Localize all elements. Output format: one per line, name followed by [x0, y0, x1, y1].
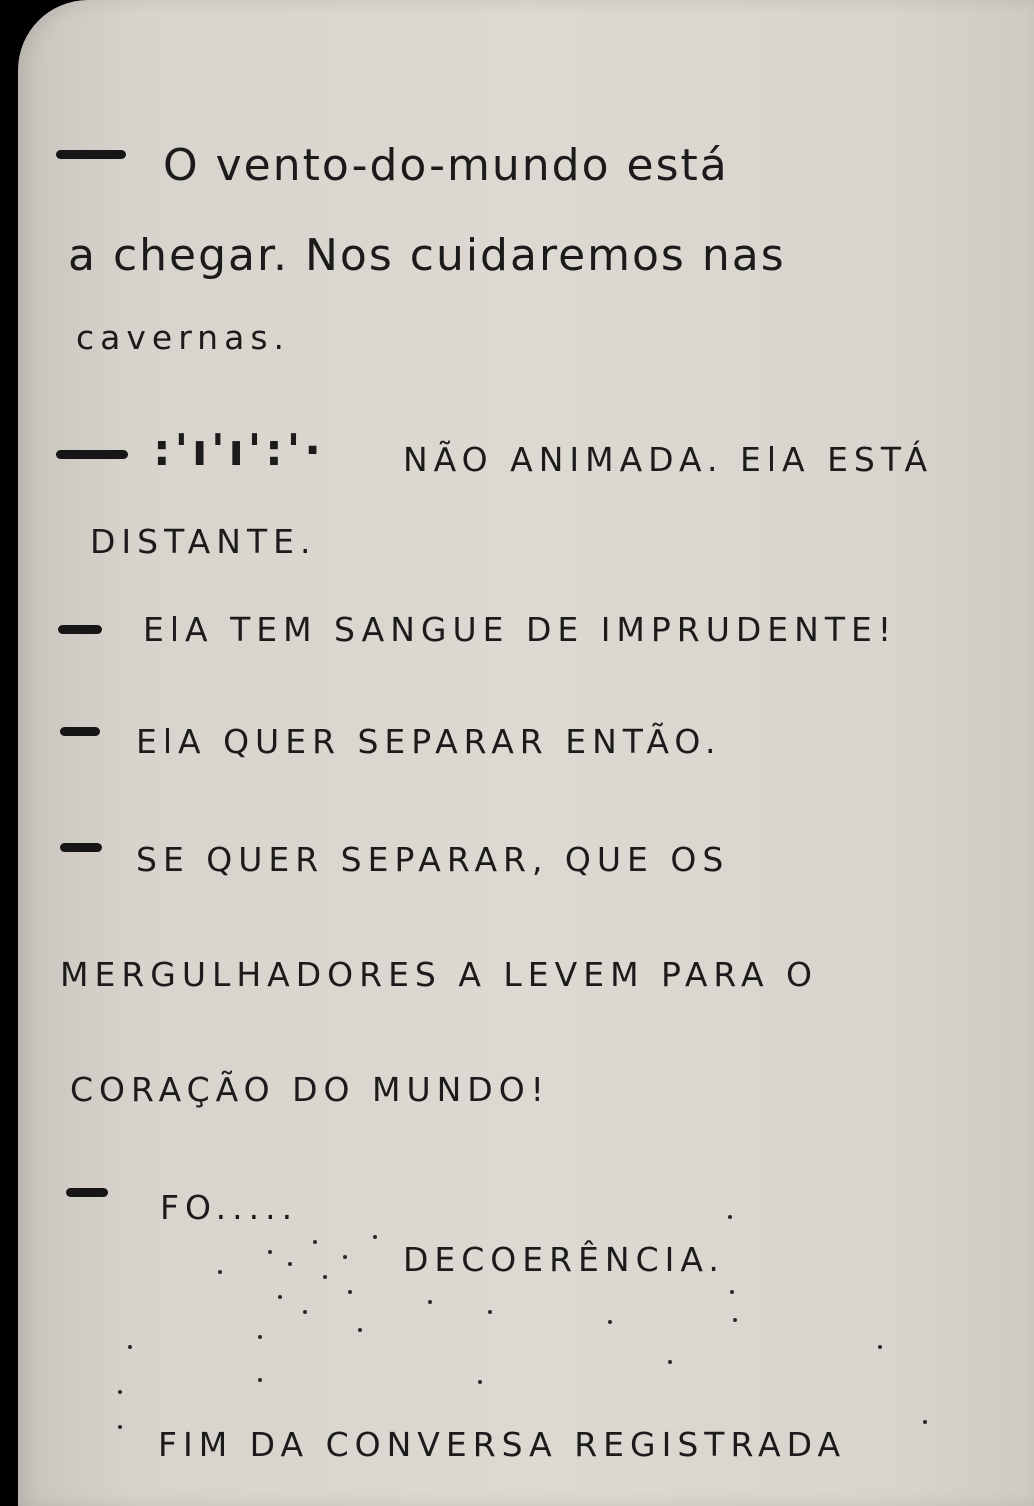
scatter-dot [118, 1390, 122, 1394]
dialogue-line-2b: DISTANTE. [90, 522, 317, 561]
dialogue-line-5a: SE QUER SEPARAR, QUE OS [136, 840, 730, 879]
scatter-dot [303, 1310, 307, 1314]
scatter-dot [358, 1328, 362, 1332]
dialogue-line-6b: DECOERÊNCIA. [403, 1240, 725, 1279]
dialogue-line-2a: NÃO ANIMADA. ElA ESTÁ [403, 440, 934, 479]
scatter-dot [348, 1290, 352, 1294]
scatter-dot [268, 1250, 272, 1254]
dialogue-line-1b: a chegar. Nos cuidaremos nas [68, 230, 786, 281]
scatter-dot [878, 1345, 882, 1349]
dialogue-line-1c: cavernas. [76, 318, 291, 357]
dialogue-dash [60, 727, 100, 736]
dialogue-line-1a: O vento-do-mundo está [163, 140, 729, 191]
dialogue-line-5b: MERGULHADORES A LEVEM PARA O [60, 955, 819, 994]
scatter-dot [373, 1235, 377, 1239]
scatter-dot [923, 1420, 927, 1424]
scatter-dot [218, 1270, 222, 1274]
scatter-dot [733, 1318, 737, 1322]
scatter-dot [118, 1425, 122, 1429]
scatter-dot [128, 1345, 132, 1349]
scatter-dot [728, 1215, 732, 1219]
alien-glyphs: :'ı'ı':'· [153, 425, 325, 476]
scatter-dot [313, 1240, 317, 1244]
scatter-dot [730, 1290, 734, 1294]
dialogue-dash [56, 450, 128, 459]
scatter-dot [608, 1320, 612, 1324]
dialogue-line-4: ElA QUER SEPARAR ENTÃO. [136, 722, 722, 761]
dialogue-line-3: ElA TEM SANGUE DE IMPRUDENTE! [143, 610, 898, 649]
scatter-dot [343, 1255, 347, 1259]
scatter-dot [258, 1378, 262, 1382]
scatter-dot [478, 1380, 482, 1384]
scatter-dot [288, 1262, 292, 1266]
notebook-page [18, 0, 1034, 1506]
scatter-dot [488, 1310, 492, 1314]
end-of-conversation: FIM DA CONVERSA REGISTRADA [158, 1425, 847, 1464]
dialogue-dash [66, 1188, 108, 1197]
scatter-dot [323, 1275, 327, 1279]
dialogue-line-5c: CORAÇÃO DO MUNDO! [70, 1070, 550, 1109]
dialogue-dash [58, 625, 102, 634]
scatter-dot [258, 1335, 262, 1339]
dialogue-dash [60, 843, 102, 852]
scatter-dot [428, 1300, 432, 1304]
scatter-dot [668, 1360, 672, 1364]
dialogue-line-6a: FO..... [160, 1188, 299, 1227]
dialogue-dash [56, 150, 126, 159]
scatter-dot [278, 1295, 282, 1299]
